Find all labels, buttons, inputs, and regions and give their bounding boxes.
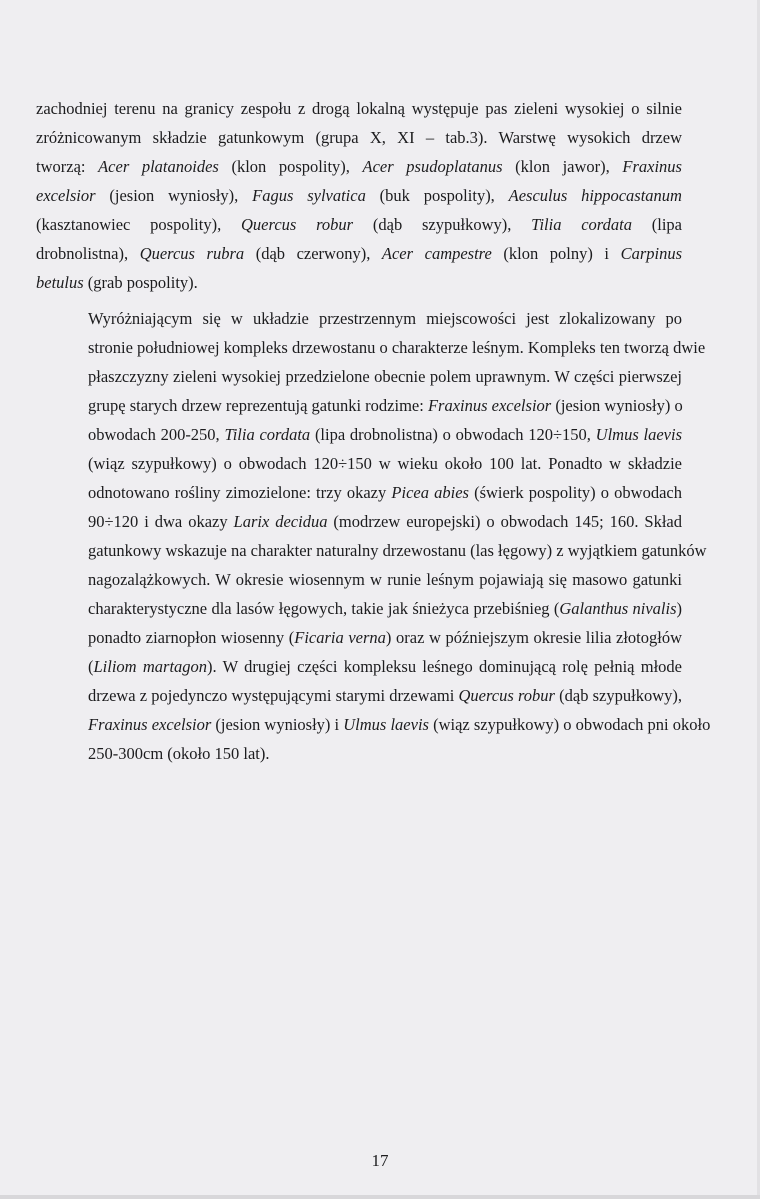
body-text [36,94,711,768]
species-name: Larix decidua [233,512,328,531]
paragraph-1 [36,94,682,297]
text-run: (dąb czerwony), [244,244,382,263]
species-name: Acer psudoplatanus [362,157,503,176]
paragraph-2-line [36,536,707,565]
species-name: Tilia cordata [224,425,311,444]
species-name: Fagus sylvatica [252,186,366,205]
species-name: Ulmus laevis [595,425,682,444]
paragraph-2-line [36,565,682,594]
text-run: obwodach 200-250, [88,425,225,444]
species-name: Quercus robur [458,686,555,705]
text-run: odnotowano rośliny zimozielone: trzy okazy [88,483,392,502]
text-run: Wyróżniającym się w układzie przestrzennym miejscowości jest zlokalizowany po [88,309,682,328]
text-run: (wiąz szypułkowy) o obwodach 120÷150 w wieku około 100 lat. Ponadto w składzie [88,454,682,473]
paragraph-1-line [36,181,682,210]
text-run: nagozalążkowych. W okresie wiosennym w runie leśnym pojawiają się masowo gatunki [88,570,682,589]
paragraph-1-line [36,210,682,239]
text-run: (dąb szypułkowy), [554,686,682,705]
text-run: ( [88,657,94,676]
species-name: Quercus robur [241,215,354,234]
text-run: ). W drugiej części kompleksu leśnego dominującą rolę pełnią młode [207,657,682,676]
species-name: betulus [36,273,84,292]
text-run: (wiąz szypułkowy) o obwodach pni około [428,715,711,734]
text-run: (dąb szypułkowy), [353,215,532,234]
paragraph-2-line [36,304,682,333]
page-number: 17 [371,1151,389,1170]
species-name: Aesculus hippocastanum [508,186,682,205]
text-run: ponadto ziarnopłon wiosenny ( [88,628,295,647]
species-name: excelsior [36,186,96,205]
paragraph-2 [36,304,711,768]
species-name: Tilia cordata [531,215,632,234]
paragraph-2-line [36,420,682,449]
species-name: Picea abies [391,483,469,502]
paragraph-1-line [36,94,682,123]
text-run: 250-300cm (około 150 lat). [88,744,270,763]
species-name: Acer campestre [381,244,492,263]
species-name: Carpinus [620,244,683,263]
paragraph-2-line [36,333,706,362]
paragraph-2-line [36,681,682,710]
species-name: Liliom martagon [93,657,208,676]
text-run: płaszczyzny zieleni wysokiej przedzielone obecnie polem uprawnym. W części pierwszej [88,367,682,386]
text-run: zróżnicowanym składzie gatunkowym (grupa X, XI – tab.3). Warstwę wysokich drzew [36,128,682,147]
text-run: (świerk pospolity) o obwodach [468,483,682,502]
text-run: grupę starych drzew reprezentują gatunki rodzime: [88,396,428,415]
species-name: Galanthus nivalis [559,599,677,618]
text-run: (klon polny) i [491,244,621,263]
paragraph-2-line [36,391,682,420]
text-run: (grab pospolity). [83,273,198,292]
text-run: charakterystyczne dla lasów łęgowych, takie jak śnieżyca przebiśnieg ( [88,599,560,618]
paragraph-2-line [36,478,682,507]
species-name: Quercus rubra [139,244,245,263]
paragraph-1-line [36,123,682,152]
text-run: gatunkowy wskazuje na charakter naturalny drzewostanu (las łęgowy) z wyjątkiem gatunków [88,541,707,560]
paragraph-1-line [36,268,682,297]
paragraph-1-line [36,152,682,181]
text-run: tworzą: [36,157,99,176]
text-run: zachodniej terenu na granicy zespołu z drogą lokalną występuje pas zieleni wysokiej o silnie [36,99,682,118]
text-run: (kasztanowiec pospolity), [36,215,242,234]
text-run: (lipa [631,215,682,234]
paragraph-2-line [36,449,682,478]
text-run: (lipa drobnolistna) o obwodach 120÷150, [310,425,596,444]
paragraph-2-line [36,594,682,623]
species-name: Fraxinus excelsior [88,715,212,734]
text-run: (jesion wyniosły) o [551,396,683,415]
text-run: ) oraz w późniejszym okresie lilia złotogłów [385,628,682,647]
text-run: (klon jawor), [502,157,623,176]
paragraph-2-line [36,623,682,652]
text-run: 90÷120 i dwa okazy [88,512,234,531]
text-run: (jesion wyniosły) i [211,715,344,734]
species-name: Ulmus laevis [343,715,429,734]
text-run: (jesion wyniosły), [95,186,253,205]
paragraph-2-line [36,362,682,391]
text-run: (buk pospolity), [365,186,509,205]
paragraph-2-line [36,507,682,536]
species-name: Fraxinus excelsior [427,396,552,415]
species-name: Acer platanoides [98,157,219,176]
text-run: (modrzew europejski) o obwodach 145; 160. Skład [327,512,682,531]
text-run: (klon pospolity), [218,157,363,176]
paragraph-2-line [36,739,682,768]
paragraph-1-line [36,239,682,268]
species-name: Fraxinus [622,157,682,176]
text-run: ) [676,599,682,618]
text-run: drobnolistna), [36,244,140,263]
text-run: stronie południowej kompleks drzewostanu o charakterze leśnym. Kompleks ten tworzą dwie [88,338,706,357]
paragraph-2-line [36,710,711,739]
species-name: Ficaria verna [294,628,386,647]
text-run: drzewa z pojedynczo występującymi starymi drzewami [88,686,459,705]
paragraph-2-line [36,652,682,681]
